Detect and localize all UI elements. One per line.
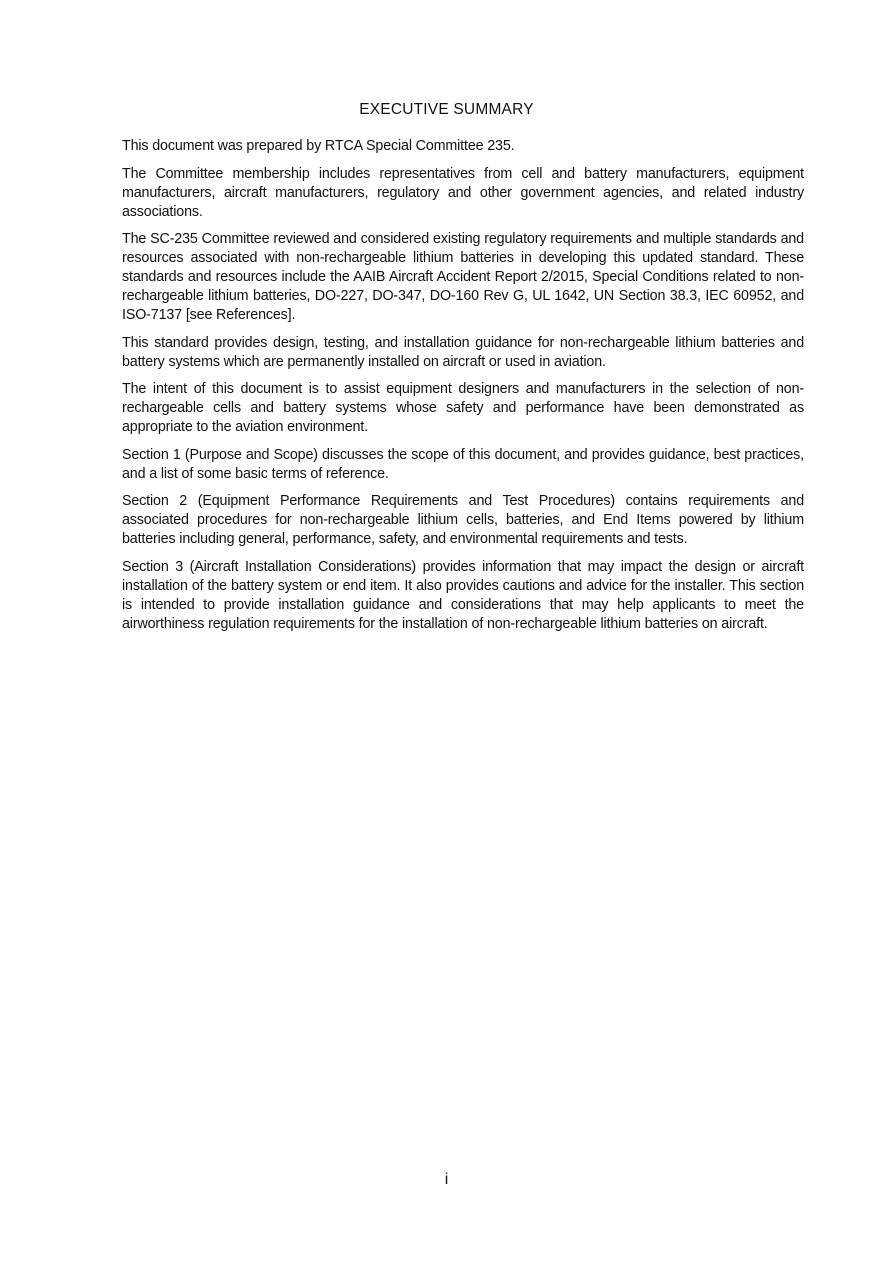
document-body (122, 137, 804, 642)
paragraph-intent: The intent of this document is to assist equipment designers and manufacturers in the selection of non-rechargeable cells and battery systems whose safety and performance have been demonstrated as appropriate to the aviation environment. (122, 381, 804, 435)
paragraph-section-1: Section 1 (Purpose and Scope) discusses the scope of this document, and provides guidance, best practices, and a list of some basic terms of reference. (122, 446, 804, 482)
paragraph-section-2: Section 2 (Equipment Performance Requirements and Test Procedures) contains requirements and associated procedures for non-rechargeable lithium cells, batteries, and End Items powered by lithium batteries including general, performance, safety, and environmental requirements and tests. (122, 493, 804, 547)
paragraph-standards-reviewed: The SC-235 Committee reviewed and considered existing regulatory requirements and multiple standards and resources associated with non-rechargeable lithium batteries in developing this updated standard. These standards and resources include the AAIB Aircraft Accident Report 2/2015, Special Conditions related to non-rechargeable lithium batteries, DO-227, DO-347, DO-160 Rev G, UL 1642, UN Section 38.3, IEC 60952, and ISO-7137 [see References]. (122, 231, 804, 323)
page-number: i (444, 1171, 449, 1188)
paragraph-prepared-by: This document was prepared by RTCA Special Committee 235. (122, 138, 515, 154)
page-title: EXECUTIVE SUMMARY (359, 101, 534, 118)
paragraph-committee-membership: The Committee membership includes representatives from cell and battery manufacturers, equipment manufacturers, aircraft manufacturers, regulatory and other government agencies, and related industry associations. (122, 165, 804, 220)
paragraph-section-3: Section 3 (Aircraft Installation Considerations) provides information that may impact the design or aircraft installation of the battery system or end item. It also provides cautions and advice for the installer. This section is intended to provide installation guidance and considerations that may help applicants to meet the airworthiness regulation requirements for the installation of non-rechargeable lithium batteries on aircraft. (122, 558, 804, 632)
paragraph-standard-scope: This standard provides design, testing, and installation guidance for non-rechargeable lithium batteries and battery systems which are permanently installed on aircraft or used in aviation. (122, 334, 804, 370)
